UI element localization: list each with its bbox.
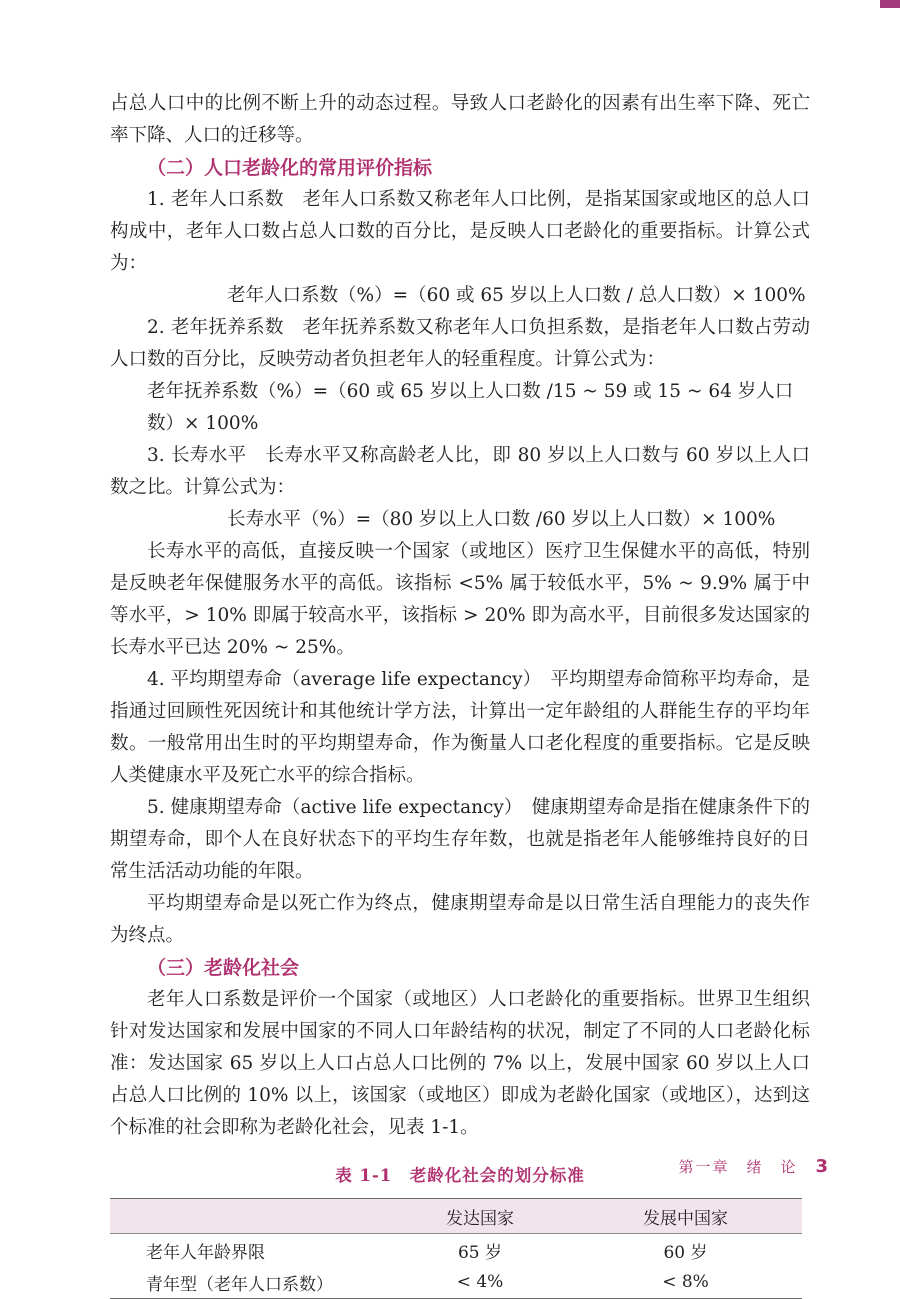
aging-society-criteria-table: [110, 1198, 802, 1299]
table-row: [110, 1266, 802, 1299]
table-row: [110, 1234, 802, 1267]
table-cell: 青年型（老年人口系数）: [110, 1266, 391, 1299]
paragraph-continuation: 占总人口中的比例不断上升的动态过程。导致人口老龄化的因素有出生率下降、死亡率下降、人口的迁移等。: [110, 93, 810, 146]
table-cell: 老年人年龄界限: [146, 1242, 265, 1263]
page-number: 3: [815, 1156, 828, 1177]
chapter-title: 第一章 绪 论: [678, 1158, 798, 1176]
formula-longevity-level: 长寿水平（%）=（80 岁以上人口数 /60 岁以上人口数）× 100%: [227, 509, 776, 530]
paragraph-longevity-level: 3. 长寿水平 长寿水平又称高龄老人比，即 80 岁以上人口数与 60 岁以上人口数之比。计算公式为：: [110, 445, 810, 498]
table-header-cell: [110, 1199, 391, 1234]
table-header-cell: 发达国家: [391, 1199, 569, 1234]
paragraph-longevity-explanation: 长寿水平的高低，直接反映一个国家（或地区）医疗卫生保健水平的高低，特别是反映老年保健服务水平的高低。该指标 <5% 属于较低水平，5% ~ 9.9% 属于中等水平，> 10% 即属于较高水平，该指标 > 20% 即为高水平，目前很多发达国家的长寿水平已达 20% ~ 25%。: [110, 541, 810, 658]
section-heading-evaluation-indicators: （二）人口老龄化的常用评价指标: [147, 157, 433, 179]
paragraph-life-expectancy-comparison: 平均期望寿命是以死亡作为终点，健康期望寿命是以日常生活自理能力的丧失作为终点。: [110, 893, 810, 946]
paragraph-active-life-expectancy: 5. 健康期望寿命（active life expectancy） 健康期望寿命是指在健康条件下的期望寿命，即个人在良好状态下的平均生存年数，也就是指老年人能够维持良好的日常生活活动功能的年限。: [110, 797, 810, 882]
table-cell: 65 岁: [457, 1242, 503, 1263]
table-cell: < 8%: [569, 1266, 802, 1299]
table-caption: 表 1-1 老龄化社会的划分标准: [335, 1166, 585, 1185]
section-heading-aging-society: （三）老龄化社会: [147, 957, 300, 979]
corner-tab-mark: [880, 0, 900, 8]
paragraph-aging-society: 老年人口系数是评价一个国家（或地区）人口老龄化的重要指标。世界卫生组织针对发达国家和发展中国家的不同人口年龄结构的状况，制定了不同的人口老龄化标准：发达国家 65 岁以上人口占总人口比例的 7% 以上，发展中国家 60 岁以上人口占总人口比例的 10% 以上，该国家（或地区）即成为老龄化国家（或地区），达到这个标准的社会即称为老龄化社会，见表 1-1。: [110, 989, 810, 1138]
paragraph-elderly-dependency-ratio: 2. 老年抚养系数 老年抚养系数又称老年人口负担系数，是指老年人口数占劳动人口数的百分比，反映劳动者负担老年人的轻重程度。计算公式为：: [110, 317, 810, 370]
formula-elderly-population-coefficient: 老年人口系数（%）=（60 或 65 岁以上人口数 / 总人口数）× 100%: [227, 285, 806, 306]
page-body: [110, 88, 810, 1299]
table-cell: 60 岁: [663, 1242, 708, 1263]
table-cell: < 4%: [391, 1266, 569, 1299]
table-header-row: [110, 1199, 802, 1234]
paragraph-average-life-expectancy: 4. 平均期望寿命（average life expectancy） 平均期望寿命简称平均寿命，是指通过回顾性死因统计和其他统计学方法，计算出一定年龄组的人群能生存的平均年数。一般常用出生时的平均期望寿命，作为衡量人口老化程度的重要指标。它是反映人类健康水平及死亡水平的综合指标。: [110, 669, 810, 786]
table-header-cell: 发展中国家: [569, 1199, 802, 1234]
paragraph-elderly-population-coefficient: 1. 老年人口系数 老年人口系数又称老年人口比例，是指某国家或地区的总人口构成中，老年人口数占总人口数的百分比，是反映人口老龄化的重要指标。计算公式为：: [110, 189, 810, 274]
page-footer: [678, 1156, 828, 1177]
formula-elderly-dependency-ratio: 老年抚养系数（%）=（60 或 65 岁以上人口数 /15 ~ 59 或 15 ~ 64 岁人口数）× 100%: [147, 381, 794, 434]
